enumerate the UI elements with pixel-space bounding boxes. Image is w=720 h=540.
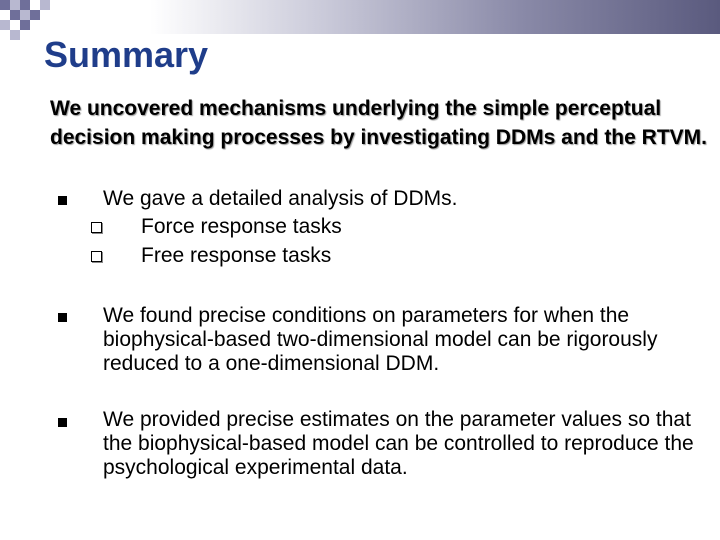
square-bullet-icon [58,313,67,322]
square-bullet-icon [58,196,67,205]
corner-square [10,10,20,20]
corner-square [0,20,10,30]
corner-square [40,0,50,10]
hollow-square-bullet-icon [91,251,102,262]
hollow-square-bullet-icon [91,222,102,233]
corner-square [10,30,20,40]
intro-text: We uncovered mechanisms underlying the simple perceptual decision making processes by investigating DDMs and the RTVM. [50,97,707,149]
bullet-text: We gave a detailed analysis of DDMs. [103,187,458,210]
corner-square [0,0,10,10]
corner-square [20,20,30,30]
corner-square [20,10,30,20]
page-title: Summary [44,34,209,75]
header-gradient-bar [0,0,720,34]
sub-bullet-text: Force response tasks [141,215,342,238]
corner-square [10,0,20,10]
square-bullet-icon [58,418,67,427]
corner-square [20,0,30,10]
corner-square [30,10,40,20]
bullet-text: We provided precise estimates on the parameter values so that the biophysical-based model can be controlled to reproduce the psychological experimental data. [103,408,694,479]
sub-bullet-text: Free response tasks [141,244,332,267]
bullet-text: We found precise conditions on parameters for when the biophysical-based two-dimensional model can be rigorously reduced to a one-dimensional DDM. [103,304,658,375]
